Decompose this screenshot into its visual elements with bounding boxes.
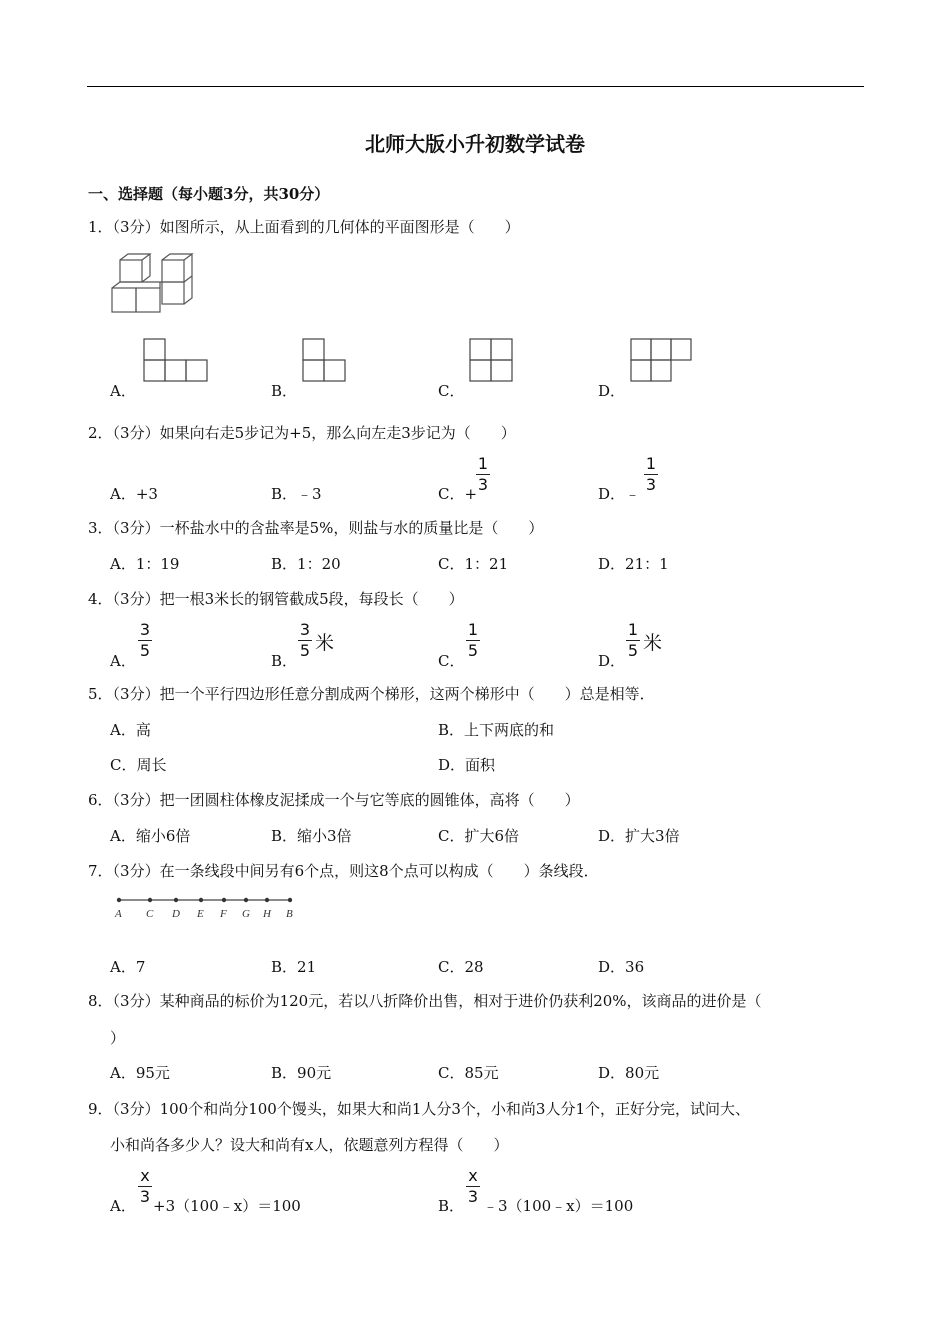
q5-option-d: D．面积 xyxy=(438,756,496,774)
q7-option-b: B．21 xyxy=(271,958,317,976)
q8-option-c: C．85元 xyxy=(438,1064,499,1082)
q4-option-d-fraction: 1 5 xyxy=(627,620,639,660)
q9-option-a: A． xyxy=(110,1197,136,1215)
q4-option-c: C． xyxy=(438,652,465,670)
q2-option-b: B．﹣3 xyxy=(271,485,322,503)
header-rule xyxy=(87,86,864,87)
q7-option-c: C．28 xyxy=(438,958,484,976)
q2-option-d-fraction: 1 3 xyxy=(645,454,657,494)
q9-option-a-fraction: x 3 xyxy=(139,1166,151,1206)
q7-point-label-H: H xyxy=(263,908,271,920)
q3-option-c: C．1：21 xyxy=(438,555,509,573)
q2-option-d: D．﹣ xyxy=(598,485,641,503)
q7-point-label-F: F xyxy=(220,908,227,920)
q2-option-a: A．+3 xyxy=(110,485,158,503)
question-5-stem: 5．（3分）把一个平行四边形任意分割成两个梯形，这两个梯形中（ ）总是相等． xyxy=(88,685,655,703)
question-8-stem: 8．（3分）某种商品的标价为120元，若以八折降价出售，相对于进价仍获利20%，该商品的进价是（ xyxy=(88,992,762,1010)
q1-option-a: A． xyxy=(110,382,136,400)
q7-point-E xyxy=(199,898,203,902)
q5-option-b: B．上下两底的和 xyxy=(438,721,555,739)
q2-option-c: C．+ xyxy=(438,485,478,503)
q1-option-b: B． xyxy=(271,382,298,400)
q8-option-a: A．95元 xyxy=(110,1064,170,1082)
q3-option-a: A．1：19 xyxy=(110,555,180,573)
q4-option-d: D． xyxy=(598,652,626,670)
q7-point-H xyxy=(265,898,269,902)
question-6-stem: 6．（3分）把一团圆柱体橡皮泥揉成一个与它等底的圆锥体，高将（ ） xyxy=(88,791,580,809)
q7-option-a: A．7 xyxy=(110,958,146,976)
q9-option-a-expression: +3（100﹣x）＝100 xyxy=(153,1197,301,1215)
question-4-stem: 4．（3分）把一根3米长的钢管截成5段，每段长（ ） xyxy=(88,590,464,608)
q3-option-b: B．1：20 xyxy=(271,555,341,573)
section-heading: 一、选择题（每小题3分，共30分） xyxy=(88,185,330,203)
q6-option-b: B．缩小3倍 xyxy=(271,827,352,845)
q6-option-c: C．扩大6倍 xyxy=(438,827,520,845)
question-9-stem-cont: 小和尚各多少人？设大和尚有x人，依题意列方程得（ ） xyxy=(110,1136,509,1154)
q9-option-b-fraction: x 3 xyxy=(467,1166,479,1206)
q5-option-a: A．高 xyxy=(110,721,151,739)
q7-point-A xyxy=(117,898,121,902)
question-7-stem: 7．（3分）在一条线段中间另有6个点，则这8个点可以构成（ ）条线段． xyxy=(88,862,599,880)
q4-option-a: A． xyxy=(110,652,136,670)
q9-option-b-expression: ﹣3（100﹣x）＝100 xyxy=(483,1197,634,1215)
q9-option-b: B． xyxy=(438,1197,465,1215)
q1-option-b-figure xyxy=(302,338,348,384)
q4-option-a-fraction: 3 5 xyxy=(139,620,151,660)
q7-point-label-D: D xyxy=(172,908,180,920)
q4-option-b-unit: 米 xyxy=(315,632,335,654)
q7-point-label-G: G xyxy=(242,908,250,920)
q1-option-c: C． xyxy=(438,382,465,400)
q7-point-C xyxy=(148,898,152,902)
q7-segment-figure xyxy=(112,893,302,923)
question-8-stem-cont: ） xyxy=(110,1029,126,1047)
q2-option-c-fraction: 1 3 xyxy=(477,454,489,494)
q1-option-d-figure xyxy=(630,338,696,384)
q4-option-b: B． xyxy=(271,652,298,670)
question-1-stem: 1．（3分）如图所示，从上面看到的几何体的平面图形是（ ） xyxy=(88,218,520,236)
question-2-stem: 2．（3分）如果向右走5步记为+5，那么向左走3步记为（ ） xyxy=(88,424,516,442)
q6-option-a: A．缩小6倍 xyxy=(110,827,191,845)
q7-point-D xyxy=(174,898,178,902)
q7-point-F xyxy=(222,898,226,902)
q3-option-d: D．21：1 xyxy=(598,555,669,573)
q7-point-label-B: B xyxy=(286,908,293,920)
q7-option-d: D．36 xyxy=(598,958,645,976)
q5-option-c: C．周长 xyxy=(110,756,167,774)
q1-option-a-figure xyxy=(143,338,211,384)
question-9-stem: 9．（3分）100个和尚分100个馒头，如果大和尚1人分3个，小和尚3人分1个，正好分完，试问大、 xyxy=(88,1100,751,1118)
q7-point-label-C: C xyxy=(146,908,154,920)
page-title: 北师大版小升初数学试卷 xyxy=(365,132,585,156)
q1-cube-figure xyxy=(110,252,192,314)
q7-point-G xyxy=(244,898,248,902)
question-3-stem: 3．（3分）一杯盐水中的含盐率是5%，则盐与水的质量比是（ ） xyxy=(88,519,544,537)
q8-option-d: D．80元 xyxy=(598,1064,660,1082)
q1-option-c-figure xyxy=(469,338,515,384)
q1-option-d: D． xyxy=(598,382,626,400)
q7-point-label-E: E xyxy=(197,908,204,920)
q7-point-B xyxy=(288,898,292,902)
q4-option-c-fraction: 1 5 xyxy=(467,620,479,660)
q6-option-d: D．扩大3倍 xyxy=(598,827,680,845)
q7-point-label-A: A xyxy=(115,908,122,920)
q4-option-b-fraction: 3 5 xyxy=(299,620,311,660)
q4-option-d-unit: 米 xyxy=(643,632,663,654)
q8-option-b: B．90元 xyxy=(271,1064,332,1082)
